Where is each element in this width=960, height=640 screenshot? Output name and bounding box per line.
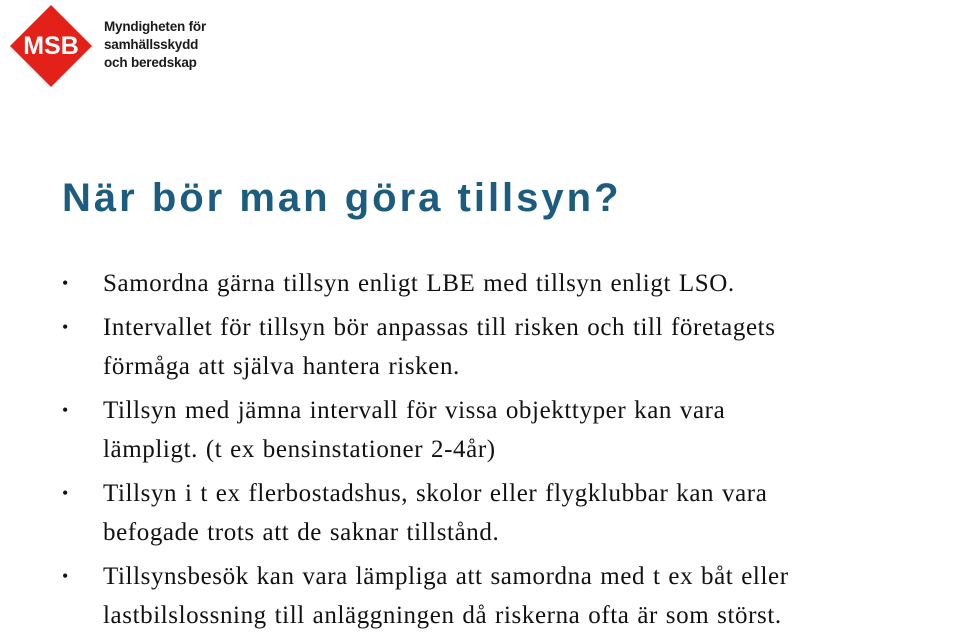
bullet-dot-icon: • xyxy=(62,483,69,503)
msb-logo xyxy=(2,2,212,90)
logo-agency-name xyxy=(104,18,206,72)
bullet-list xyxy=(62,264,960,640)
slide-title: När bör man göra tillsyn? xyxy=(62,176,622,220)
bullet-text-line: förmåga att själva hantera risken. xyxy=(103,353,460,380)
bullet-item xyxy=(62,557,960,635)
msb-logo-mark xyxy=(4,4,98,88)
bullet-item xyxy=(62,391,960,469)
bullet-dot-icon: • xyxy=(62,400,69,420)
bullet-item xyxy=(62,264,960,303)
logo-mark-text: MSB xyxy=(23,32,79,60)
bullet-text-line: Tillsyn med jämna intervall för vissa objekttyper kan vara xyxy=(103,397,726,424)
bullet-text-line: lastbilslossning till anläggningen då riskerna ofta är som störst. xyxy=(103,602,782,629)
bullet-item xyxy=(62,308,960,386)
bullet-dot-icon: • xyxy=(62,317,69,337)
bullet-text-line: befogade trots att de saknar tillstånd. xyxy=(103,519,500,546)
bullet-dot-icon: • xyxy=(62,273,69,293)
bullet-text-line: Tillsyn i t ex flerbostadshus, skolor eller flygklubbar kan vara xyxy=(103,480,768,507)
bullet-item xyxy=(62,474,960,552)
bullet-text-line: Tillsynsbesök kan vara lämpliga att samordna med t ex båt eller xyxy=(103,563,789,590)
bullet-text-line: Samordna gärna tillsyn enligt LBE med tillsyn enligt LSO. xyxy=(103,270,735,297)
bullet-text-line: Intervallet för tillsyn bör anpassas till risken och till företagets xyxy=(103,314,776,341)
logo-name-line: samhällsskydd xyxy=(104,37,199,52)
logo-name-line: Myndigheten för xyxy=(104,19,206,34)
bullet-dot-icon: • xyxy=(62,566,69,586)
logo-name-line: och beredskap xyxy=(104,55,197,70)
bullet-text-line: lämpligt. (t ex bensinstationer 2-4år) xyxy=(103,436,496,463)
